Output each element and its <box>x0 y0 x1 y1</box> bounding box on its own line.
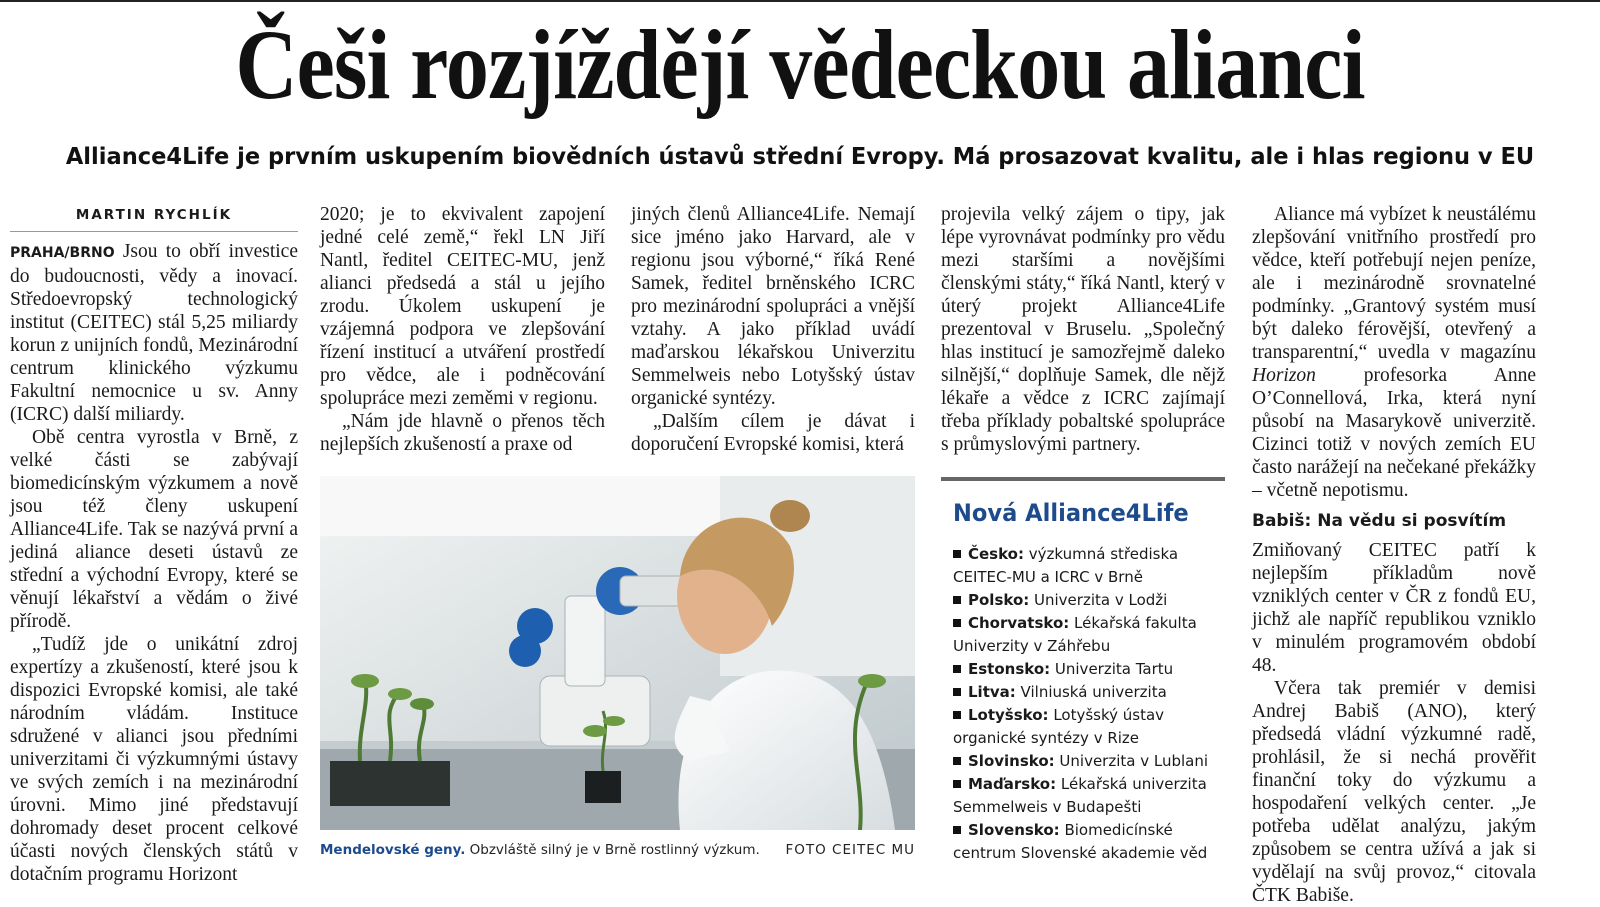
list-item <box>953 658 1225 681</box>
list-item <box>953 589 1225 612</box>
country-name: Maďarsko: <box>968 775 1057 793</box>
sidebar-box <box>941 477 1225 865</box>
article-photo <box>320 476 915 830</box>
photo-credit: FOTO CEITEC MU <box>785 842 915 858</box>
section-subheading: Babiš: Na vědu si posvítím <box>1252 511 1507 531</box>
institution-text: Univerzita v Lodži <box>1029 591 1168 609</box>
institution-text: Lékařská univerzita Semmelweis v Budapešti <box>953 775 1207 816</box>
country-name: Slovensko: <box>968 821 1060 839</box>
subheadline: Alliance4Life je prvním uskupením biovědních ústavů střední Evropy. Má prosazovat kvalitu, ale i hlas regionu v EU <box>65 144 1535 170</box>
list-item <box>953 543 1225 589</box>
list-item <box>953 819 1225 865</box>
top-rule <box>0 0 1600 2</box>
bullet-square-icon <box>953 711 961 719</box>
country-name: Lotyšsko: <box>968 706 1049 724</box>
institution-text: výzkumná střediska CEITEC-MU a ICRC v Brně <box>953 545 1179 586</box>
paragraph-text: Jsou to obří investice do budoucnosti, vědy a inovací. Středoevropský technologický institut (CEITEC) stál 5,25 miliardy korun z unijních fondů, Mezinárodní centrum klinického výzkumu Fakultní nemocnice u sv. Anny (ICRC) další miliardy. <box>10 241 298 425</box>
paragraph: Obě centra vyrostla v Brně, z velké části se zabývají biomedicínským výzkumem a nově jsou též členy uskupení Alliance4Life. Tak se nazývá první a jediná aliance deseti ústavů ze střední a východní Evropy, které se věnují lékařství a vědám o živé přírodě. <box>10 427 298 632</box>
paragraph: Zmiňovaný CEITEC patří k nejlepším příkladům nově vzniklých center v ČR z fondů EU, jichž ale napříč republikou vzniklo v minulém programovém období 48. <box>1252 540 1536 676</box>
list-item <box>953 750 1225 773</box>
paragraph: „Tudíž jde o unikátní zdroj expertízy a zkušeností, které jsou k dispozici Evropské komisi, ale také národním vládám. Instituce sdružené v alianci jsou předními univerzitami či výzkumnými ústavy ve svých zemích i na mezinárodní úrovni. Mimo jiné představují dohromady deset procent celkové účasti nových členských států v dotačním programu Horizont <box>10 634 298 885</box>
paragraph: „Nám jde hlavně o přenos těch nejlepších zkušeností a praxe od <box>320 411 605 455</box>
institution-text: Vilniuská univerzita <box>1015 683 1167 701</box>
institution-text: Biomedicínské centrum Slovenské akademie věd <box>953 821 1208 862</box>
caption-lead: Mendelovské geny. <box>320 842 466 858</box>
paragraph <box>10 240 298 426</box>
country-name: Česko: <box>968 545 1024 563</box>
bullet-square-icon <box>953 688 961 696</box>
country-name: Slovinsko: <box>968 752 1055 770</box>
paragraph: jiných členů Alliance4Life. Nemají sice jméno jako Harvard, ale v regionu jsou výborné,“ říká René Samek, ředitel brněnského ICRC pro mezinárodní spolupráci a vnější vztahy. A jako příklad uvádí maďarskou lékařskou Univerzitu Semmelweis nebo Lotyšský ústav organické syntézy. <box>631 204 915 409</box>
article-column-2 <box>320 203 605 456</box>
byline: MARTIN RYCHLÍK <box>10 203 298 232</box>
country-name: Estonsko: <box>968 660 1051 678</box>
magazine-name: Horizon <box>1252 365 1316 386</box>
paragraph-text: Aliance má vybízet k neustálému zlepšování vnitřního prostředí pro vědce, kteří potřebují nejen peníze, ale i mezinárodně srovnatelné podmínky. „Grantový systém musí být daleko férovější, otevřený a transparentní,“ uvedla v magazínu <box>1252 204 1536 363</box>
dateline: PRAHA/BRNO <box>10 245 115 261</box>
bullet-square-icon <box>953 619 961 627</box>
institution-text: Lotyšský ústav organické syntézy v Rize <box>953 706 1165 747</box>
institution-text: Lékařská fakulta Univerzity v Záhřebu <box>953 614 1197 655</box>
paragraph: projevila velký zájem o tipy, jak lépe vyrovnávat podmínky pro vědu mezi staršími a novějšími členskými státy,“ říká Nantl, který v úterý projekt Alliance4Life prezentoval v Bruselu. „Společný hlas institucí je samozřejmě daleko silnější,“ doplňuje Samek, dle nějž lékaře a vědce z ICRC zajímají třeba příklady pobaltské spolupráce s průmyslovými partnery. <box>941 204 1225 455</box>
article-column-5 <box>1252 203 1536 907</box>
bullet-square-icon <box>953 596 961 604</box>
photo-caption <box>320 840 915 860</box>
bullet-square-icon <box>953 757 961 765</box>
article-column-3 <box>631 203 915 456</box>
country-name: Polsko: <box>968 591 1030 609</box>
list-item <box>953 704 1225 750</box>
paragraph-text: profesorka Anne O’Connellová, Irka, která nyní působí na Masarykově univerzitě. Cizinci totiž v nových zemích EU často narážejí na nečekané překážky – včetně nepotismu. <box>1252 365 1536 501</box>
institution-text: Univerzita v Lublani <box>1054 752 1209 770</box>
article-column-1 <box>10 203 298 886</box>
lab-scene-illustration <box>320 476 915 830</box>
bullet-square-icon <box>953 665 961 673</box>
headline: Češi rozjíždějí vědeckou alianci <box>235 9 1365 120</box>
paragraph: „Dalším cílem je dávat i doporučení Evropské komisi, která <box>631 411 915 455</box>
country-name: Chorvatsko: <box>968 614 1070 632</box>
member-list <box>941 543 1225 865</box>
caption-text: Obzvláště silný je v Brně rostlinný výzkum. <box>465 842 760 858</box>
paragraph <box>1252 203 1536 502</box>
bullet-square-icon <box>953 826 961 834</box>
institution-text: Univerzita Tartu <box>1050 660 1174 678</box>
paragraph: Včera tak premiér v demisi Andrej Babiš (ANO), který předsedá vládní výzkumné radě, prohlásil, že si nechá prověřit finanční toky do výzkumu a hospodaření velkých center. „Je potřeba udělat analýzu, jakým způsobem se centra užívá a jak si vydělají na svůj provoz,“ citovala ČTK Babiše. <box>1252 678 1536 906</box>
country-name: Litva: <box>968 683 1016 701</box>
bullet-square-icon <box>953 780 961 788</box>
list-item <box>953 612 1225 658</box>
list-item <box>953 681 1225 704</box>
list-item <box>953 773 1225 819</box>
article-column-4 <box>941 203 1225 456</box>
bullet-square-icon <box>953 550 961 558</box>
paragraph: 2020; je to ekvivalent zapojení jedné celé země,“ řekl LN Jiří Nantl, ředitel CEITEC-MU, jenž alianci předsedá a stál u jejího zrodu. Úkolem uskupení je vzájemná podpora ve zlepšování řízení institucí a utváření prostředí pro vědce, ale i podněcování spolupráce mezi zeměmi v regionu. <box>320 204 605 409</box>
sidebar-title: Nová Alliance4Life <box>953 499 1189 527</box>
